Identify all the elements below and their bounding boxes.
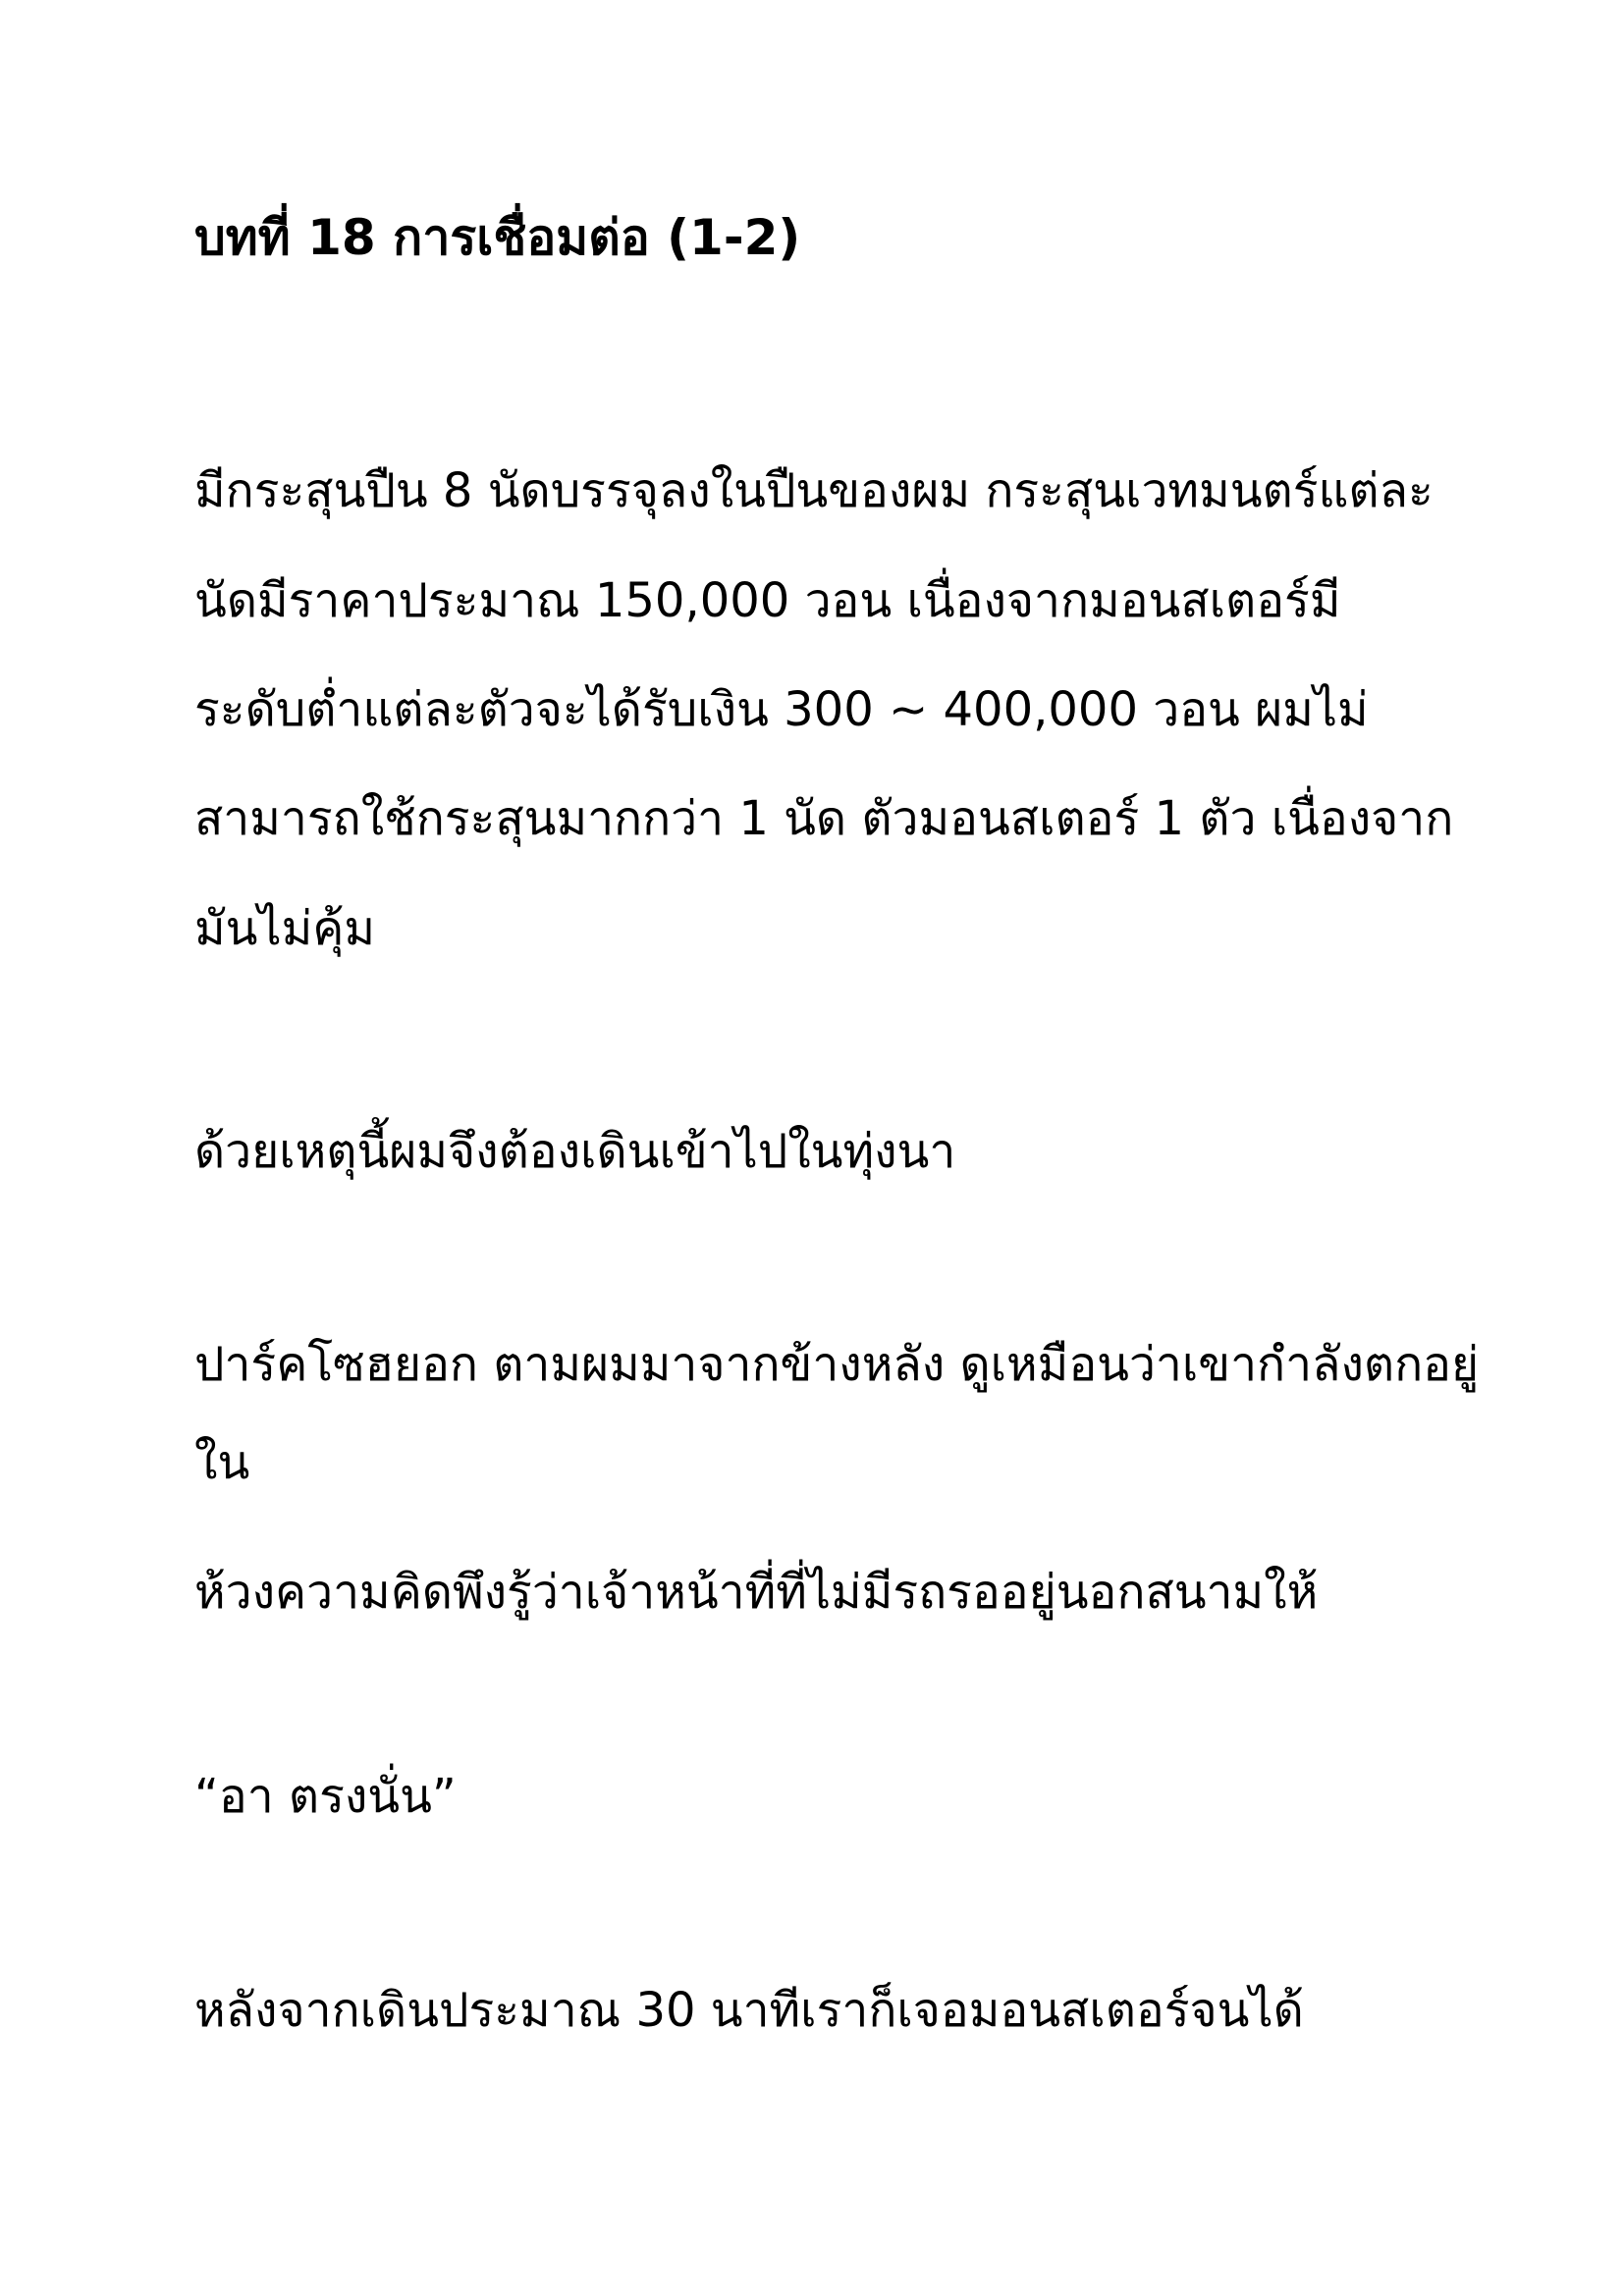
- paragraph-3-line-3: ห้วงความคิดพึงรู้ว่าเจ้าหน้าที่ที่ไม่มีรถรออยู่นอกสนามให้: [194, 1565, 1319, 1620]
- paragraph-4-line-1: “อา ตรงนั่น”: [194, 1769, 457, 1824]
- paragraph-1-line-2: นัดมีราคาประมาณ 150,000 วอน เนื่องจากมอนสเตอร์มี: [194, 573, 1341, 628]
- paragraph-1-line-4: สามารถใช้กระสุนมากกว่า 1 นัด ตัวมอนสเตอร์ 1 ตัว เนื่องจาก: [194, 791, 1454, 846]
- chapter-title: บทที่ 18 การเชื่อมต่อ (1-2): [194, 209, 801, 266]
- paragraph-1-line-3: ระดับต่ำแต่ละตัวจะได้รับเงิน 300 ~ 400,000 วอน ผมไม่: [194, 682, 1369, 737]
- paragraph-5-line-1: หลังจากเดินประมาณ 30 นาทีเราก็เจอมอนสเตอร์จนได้: [194, 1983, 1304, 2038]
- paragraph-1-line-1: มีกระสุนปืน 8 นัดบรรจุลงในปืนของผม กระสุนเวทมนตร์แต่ละ: [194, 463, 1434, 518]
- paragraph-2-line-1: ด้วยเหตุนี้ผมจึงต้องเดินเข้าไปในทุ่งนา: [194, 1124, 956, 1179]
- paragraph-3-line-2: ใน: [194, 1435, 250, 1490]
- paragraph-1-line-5: มันไม่คุ้ม: [194, 901, 375, 956]
- paragraph-3-line-1: ปาร์คโซฮยอก ตามผมมาจากข้างหลัง ดูเหมือนว่าเขากำลังตกอยู่: [194, 1337, 1480, 1392]
